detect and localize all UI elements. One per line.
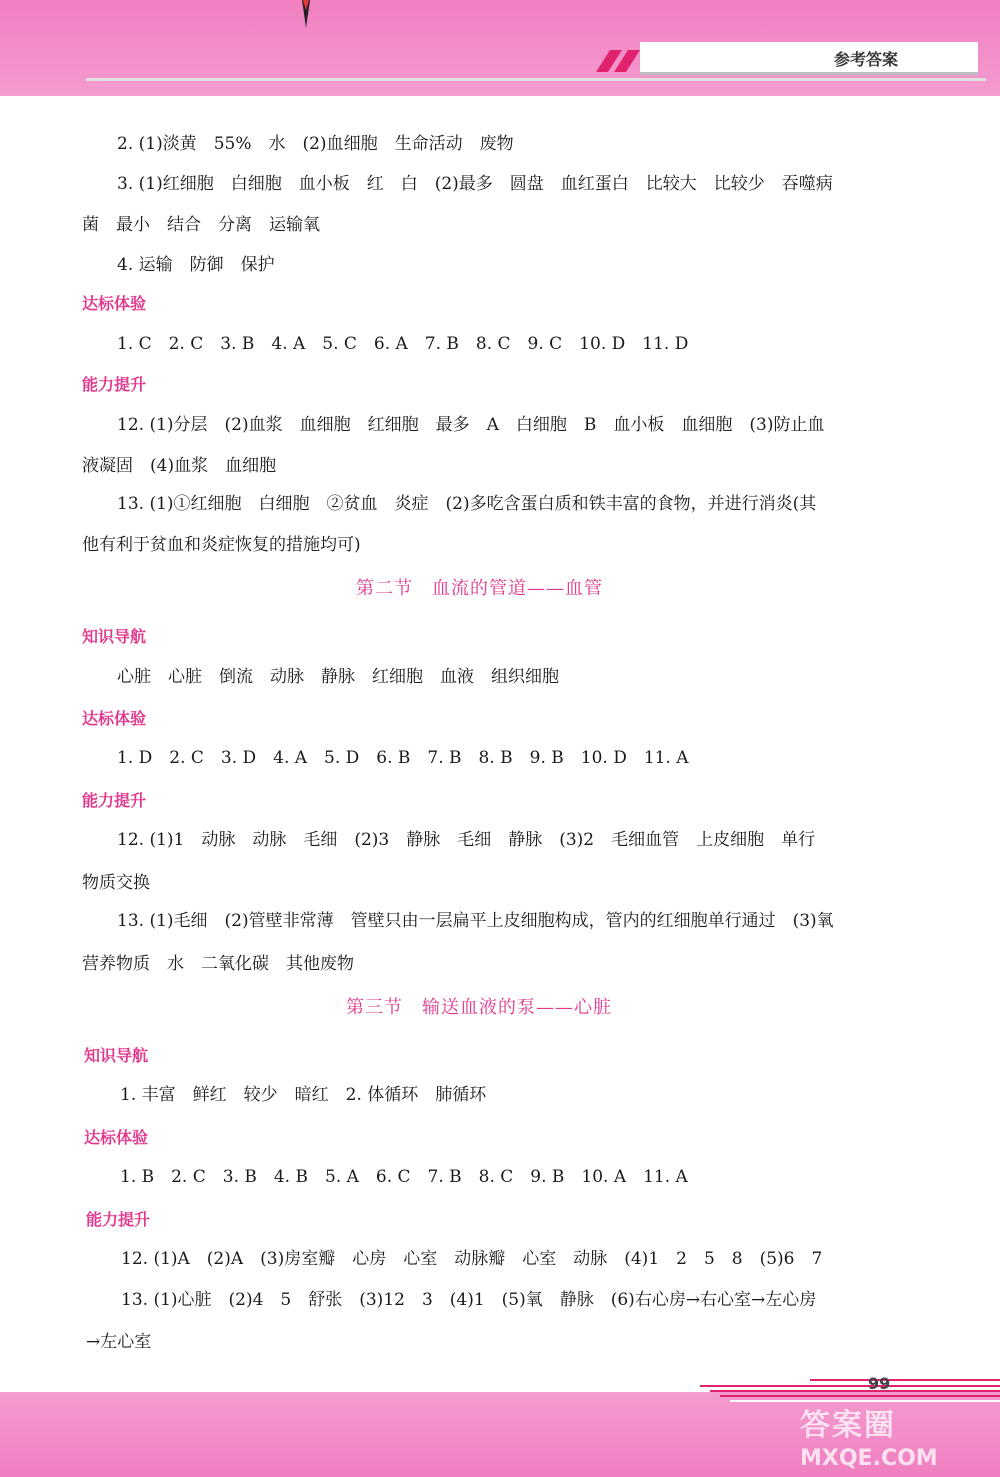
chapter-title: 第三节 输送血液的泵——心脏 — [346, 997, 612, 1018]
section-heading: 达标体验 — [84, 1128, 149, 1147]
answer-line: 心脏 心脏 倒流 动脉 静脉 红细胞 血液 组织细胞 — [117, 667, 559, 687]
answer-line: 12. (1)A (2)A (3)房室瓣 心房 心室 动脉瓣 心室 动脉 (4)1 2 5 8 (5)6 7 — [121, 1249, 823, 1269]
page-number: 99 — [868, 1374, 891, 1393]
answer-line: 物质交换 — [82, 873, 150, 893]
answer-line: 他有利于贫血和炎症恢复的措施均可) — [82, 535, 361, 555]
header-label: 参考答案 — [833, 50, 898, 69]
answer-line: 营养物质 水 二氧化碳 其他废物 — [82, 954, 354, 974]
answer-line: 12. (1)分层 (2)血浆 血细胞 红细胞 最多 A 白细胞 B 血小板 血细胞 (3)防止血 — [117, 415, 825, 435]
answer-line: 液凝固 (4)血浆 血细胞 — [82, 456, 277, 476]
answer-line: 12. (1)1 动脉 动脉 毛细 (2)3 静脉 毛细 静脉 (3)2 毛细血管 上皮细胞 单行 — [117, 830, 816, 850]
answer-line: 13. (1)①红细胞 白细胞 ②贫血 炎症 (2)多吃含蛋白质和铁丰富的食物，并进行消炎(其 — [117, 494, 817, 514]
section-heading: 达标体验 — [82, 294, 147, 313]
answer-line: 1. C 2. C 3. B 4. A 5. C 6. A 7. B 8. C 9. C 10. D 11. D — [117, 334, 689, 354]
answer-line: →左心室 — [86, 1332, 152, 1352]
section-heading: 能力提升 — [82, 375, 147, 394]
section-heading: 知识导航 — [84, 1046, 149, 1065]
cursor-mark-icon — [300, 0, 312, 30]
header-rule — [86, 78, 986, 81]
answer-line: 3. (1)红细胞 白细胞 血小板 红 白 (2)最多 圆盘 血红蛋白 比较大 比较少 吞噬病 — [117, 174, 833, 194]
header-stripes-icon — [596, 50, 646, 72]
watermark-cn: 答案圈 — [800, 1408, 896, 1443]
section-heading: 能力提升 — [82, 791, 147, 810]
answer-line: 1. 丰富 鲜红 较少 暗红 2. 体循环 肺循环 — [120, 1085, 487, 1105]
watermark-en: MXQE.COM — [800, 1446, 938, 1471]
section-heading: 知识导航 — [82, 627, 147, 646]
answer-line: 2. (1)淡黄 55% 水 (2)血细胞 生命活动 废物 — [117, 134, 514, 154]
answer-line: 4. 运输 防御 保护 — [117, 255, 275, 275]
answer-line: 13. (1)毛细 (2)管壁非常薄 管壁只由一层扁平上皮细胞构成，管内的红细胞单行通过 (3)氧 — [117, 911, 834, 931]
section-heading: 能力提升 — [86, 1210, 151, 1229]
answer-line: 1. D 2. C 3. D 4. A 5. D 6. B 7. B 8. B 9. B 10. D 11. A — [117, 748, 689, 768]
header-tab — [640, 42, 978, 75]
footer-stripes-icon — [690, 1362, 1000, 1402]
chapter-title: 第二节 血流的管道——血管 — [356, 578, 603, 599]
watermark — [800, 1400, 990, 1470]
section-heading: 达标体验 — [82, 709, 147, 728]
answer-line: 13. (1)心脏 (2)4 5 舒张 (3)12 3 (4)1 (5)氧 静脉 (6)右心房→右心室→左心房 — [121, 1290, 817, 1310]
answer-line: 1. B 2. C 3. B 4. B 5. A 6. C 7. B 8. C 9. B 10. A 11. A — [120, 1167, 688, 1187]
answer-line: 菌 最小 结合 分离 运输氧 — [82, 215, 320, 235]
